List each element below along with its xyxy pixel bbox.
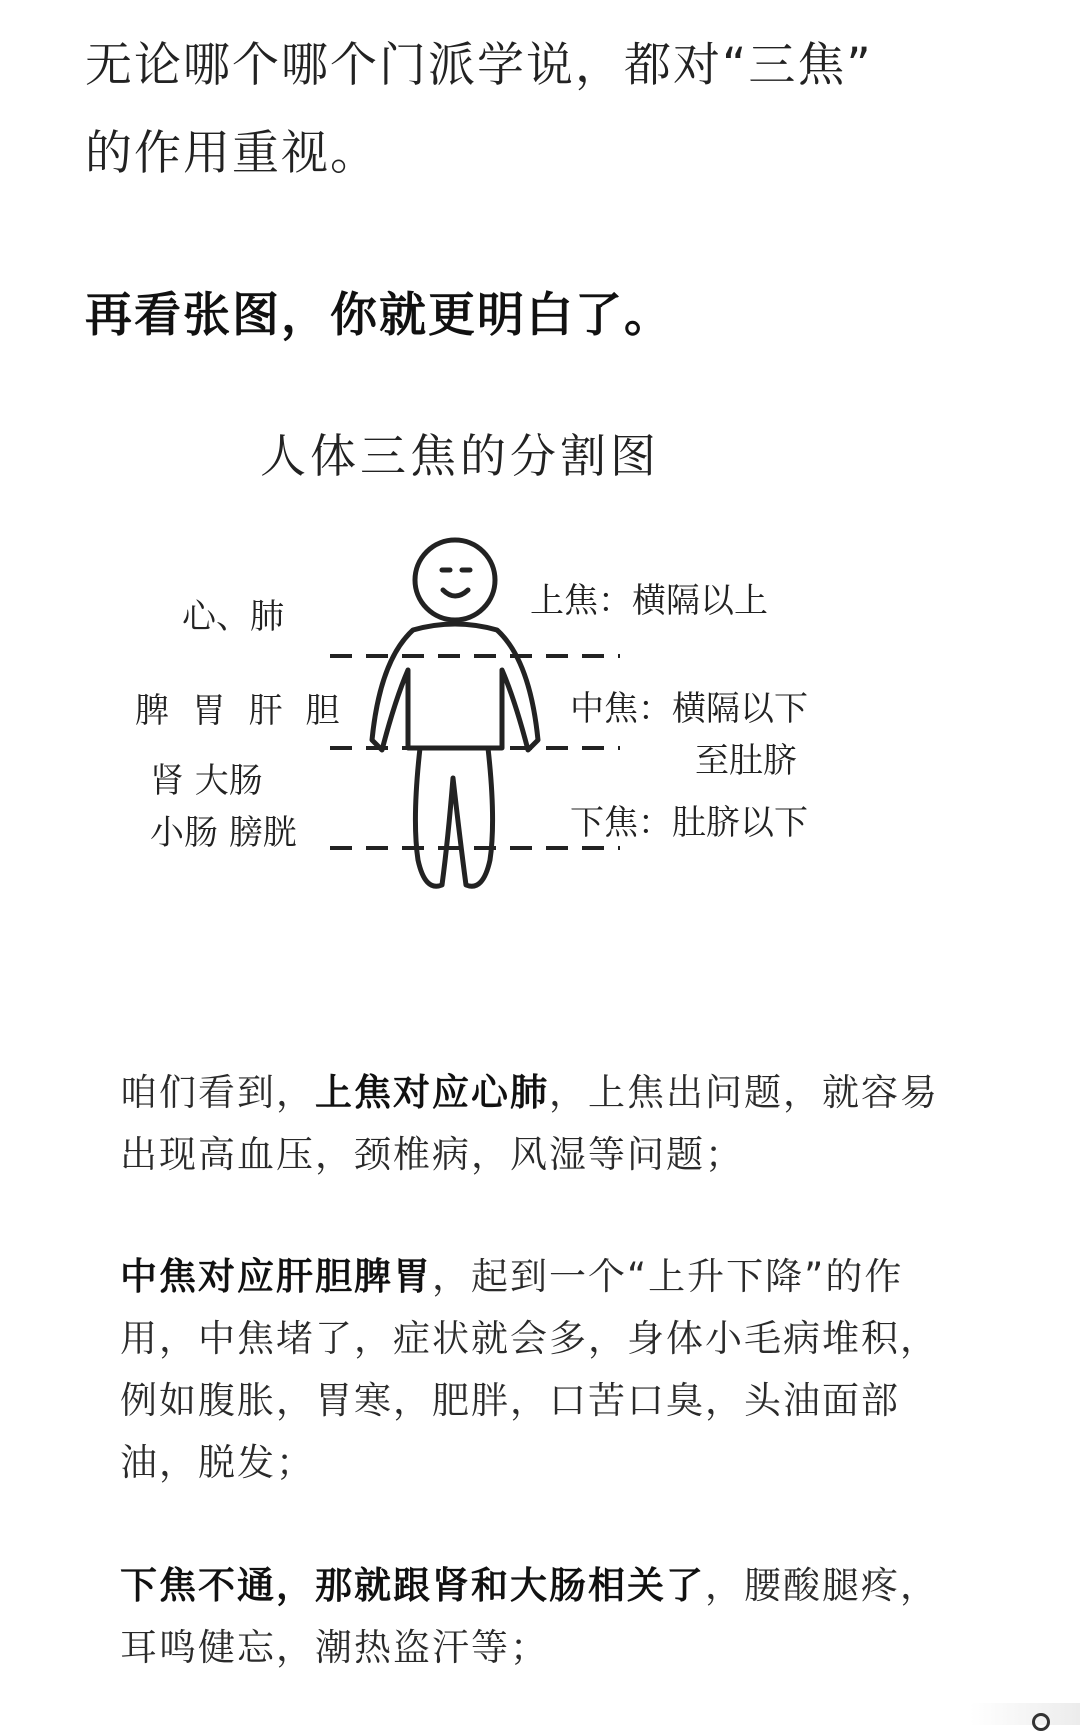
p2-bold: 中焦对应肝胆脾胃 <box>120 1255 432 1298</box>
figure-head <box>415 540 495 620</box>
p1-pre: 咱们看到， <box>120 1071 315 1114</box>
p1-bold: 上焦对应心肺 <box>315 1071 549 1114</box>
intro-paragraph <box>85 22 1015 198</box>
label-upper-jiao: 上焦：横隔以上 <box>530 581 768 621</box>
label-kidney-intestine: 肾 大肠 <box>150 761 263 801</box>
p3-bold: 下焦不通，那就跟肾和大肠相关了 <box>120 1564 705 1607</box>
paragraph-upper-jiao <box>120 1062 960 1186</box>
label-small-intestine-bladder: 小肠 膀胱 <box>150 813 297 853</box>
label-middle-jiao-cont: 至肚脐 <box>695 741 797 781</box>
paragraph-middle-jiao <box>120 1246 960 1494</box>
san-jiao-diagram <box>130 430 970 990</box>
diagram-title: 人体三焦的分割图 <box>260 430 660 483</box>
p2-post: ，起到一个“上升下降”的作用，中焦堵了，症状就会多，身体小毛病堆积，例如腹胀，胃寒，肥胖，口苦口臭，头油面部油，脱发； <box>120 1255 939 1484</box>
label-lower-jiao: 下焦：肚脐以下 <box>570 803 808 843</box>
diagram-canvas <box>130 430 970 990</box>
corner-shadow <box>970 1703 1080 1725</box>
intro-line-1: 无论哪个哪个门派学说，都对“三焦” <box>85 38 873 93</box>
intro-line-2: 的作用重视。 <box>85 126 379 181</box>
label-middle-jiao: 中焦：横隔以下 <box>570 689 808 729</box>
p1-post: ，上焦出问题，就容易出现高血压，颈椎病，风湿等问题； <box>120 1071 939 1176</box>
paragraph-lower-jiao <box>120 1555 960 1679</box>
section-heading: 再看张图，你就更明白了。 <box>85 288 673 343</box>
label-spleen-stomach-liver-gallbladder: 脾 胃 肝 胆 <box>135 691 346 731</box>
p3-post: ，腰酸腿疼，耳鸣健忘，潮热盗汗等； <box>120 1564 939 1669</box>
label-heart-lung: 心、肺 <box>182 597 284 637</box>
corner-circle-icon <box>1032 1713 1050 1731</box>
